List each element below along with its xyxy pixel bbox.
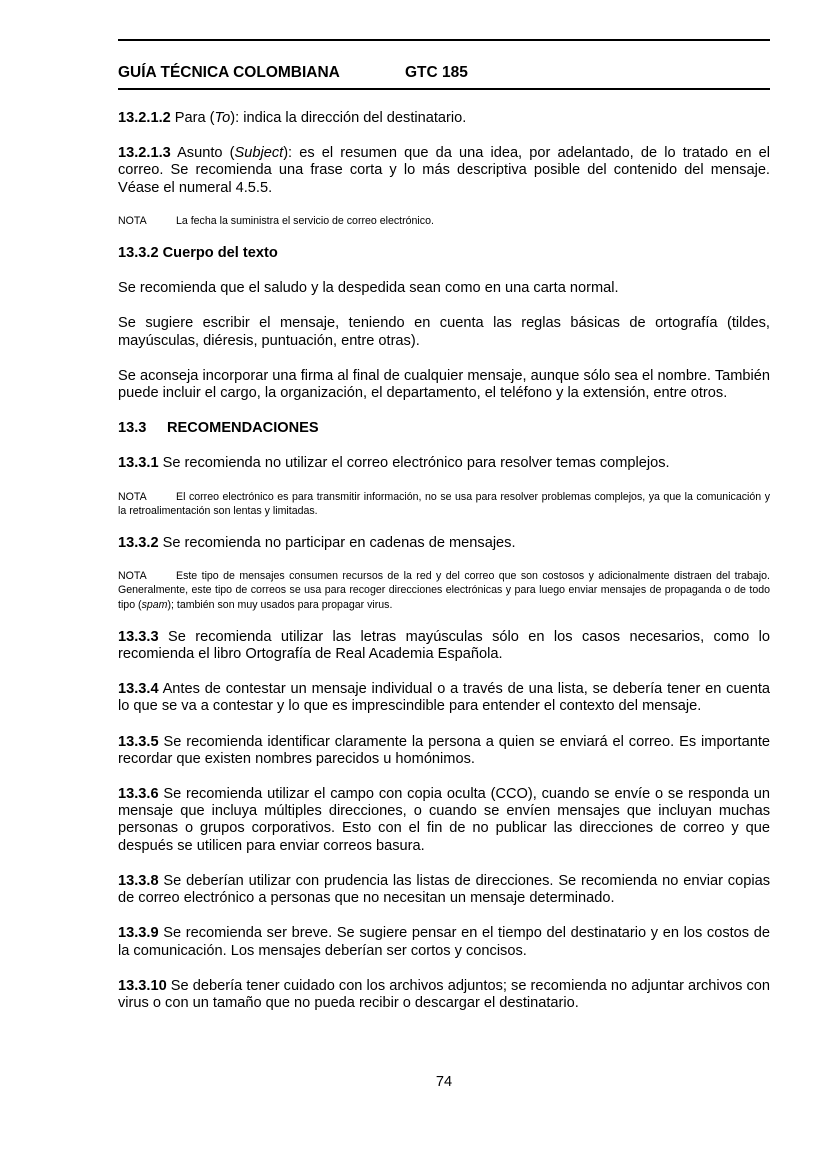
text: Se debería tener cuidado con los archivos adjuntos; se recomienda no adjuntar archivos con virus o con un tamaño que no pueda recibir o descargar el destinatario. <box>118 977 770 1011</box>
note-2 <box>118 490 770 518</box>
text: Se deberían utilizar con prudencia las listas de direcciones. Se recomienda no enviar copias de correo electrónico a personas que no necesitan un mensaje determinado. <box>118 872 770 907</box>
note-text: ); también son muy usados para propagar virus. <box>167 598 393 611</box>
paragraph-13-2-1-2 <box>118 110 770 127</box>
text: ): es el resumen que da una idea, por adelantado, de lo tratado en el correo. Se recomienda una frase corta y lo más descriptiva posible del contenido del mensaje. Véase el numeral 4.5.5. <box>118 145 770 196</box>
section-number: 13.3.10 <box>118 977 167 994</box>
paragraph-body-1: Se recomienda que el saludo y la despedida sean como en una carta normal. <box>118 280 619 297</box>
header-bottom-rule <box>118 88 770 90</box>
section-number: 13.3.2 <box>118 535 159 552</box>
text: ): indica la dirección del destinatario. <box>230 110 467 126</box>
note-text: El correo electrónico es para transmitir información, no se usa para resolver problemas complejos, ya que la comunicación y la retroalimentación son lentas y limitadas. <box>118 490 770 517</box>
section-number: 13.3.9 <box>118 925 159 942</box>
note-text: Este tipo de mensajes consumen recursos de la red y del correo que son costosos y adicionalmente distraen del trabajo. Generalmente, este tipo de correos se usa para recoger direcciones electrónicas y para luego enviar mensajes de propaganda o de todo tipo ( <box>118 570 770 611</box>
text: Se recomienda no utilizar el correo electrónico para resolver temas complejos. <box>158 455 670 472</box>
text: Se recomienda no participar en cadenas de mensajes. <box>158 535 516 552</box>
paragraph-13-3-4 <box>118 681 770 715</box>
paragraph-13-3-1 <box>118 455 770 472</box>
text: Se recomienda utilizar el campo con copia oculta (CCO), cuando se envíe o se responda un mensaje que incluya múltiples direcciones, o cuando se envíen mensajes que incluyan muchas personas o grupos corporativos. Esto con el fin de no publicar las direcciones de correo y que después se utilicen para enviar correos basura. <box>118 786 770 854</box>
italic-term: spam <box>141 598 168 611</box>
heading-number: 13.3.2 <box>118 245 159 262</box>
section-number: 13.3.5 <box>118 733 159 750</box>
paragraph-13-3-2 <box>118 535 770 552</box>
section-number: 13.3.8 <box>118 872 159 889</box>
paragraph-13-3-3 <box>118 629 770 663</box>
page-number: 74 <box>435 1074 453 1090</box>
note-text: La fecha la suministra el servicio de correo electrónico. <box>176 214 434 227</box>
note-label: NOTA <box>118 570 147 583</box>
section-number: 13.2.1.3 <box>118 145 171 162</box>
heading-title: RECOMENDACIONES <box>167 420 319 437</box>
heading-number: 13.3 <box>118 420 147 437</box>
heading-13-3 <box>118 420 770 437</box>
heading-title: Cuerpo del texto <box>158 245 278 262</box>
header-top-rule <box>118 39 770 41</box>
text: Antes de contestar un mensaje individual o a través de una lista, se debería tener en cuenta lo que se va a contestar y lo que es imprescindible para entender el contexto del mensaje. <box>118 681 770 715</box>
section-number: 13.3.1 <box>118 455 159 472</box>
note-3 <box>118 569 770 612</box>
paragraph-13-2-1-3 <box>118 145 770 197</box>
paragraph-13-3-6 <box>118 786 770 855</box>
text: Para ( <box>170 110 215 126</box>
running-header <box>118 64 468 84</box>
paragraph-13-3-5 <box>118 734 770 768</box>
body-text <box>118 110 770 1012</box>
paragraph-body-3: Se aconseja incorporar una firma al final de cualquier mensaje, aunque sólo sea el nombre. También puede incluir el cargo, la organización, el departamento, el teléfono y la extensión, entre otros. <box>118 367 770 402</box>
header-title: GUÍA TÉCNICA COLOMBIANA <box>118 64 340 81</box>
text: Se recomienda ser breve. Se sugiere pensar en el tiempo del destinatario y en los costos de la comunicación. Los mensajes deberían ser cortos y concisos. <box>118 925 770 959</box>
text: Se recomienda utilizar las letras mayúsculas sólo en los casos necesarios, como lo recomienda el libro Ortografía de Real Academia Española. <box>118 628 770 663</box>
note-1 <box>118 214 770 228</box>
section-number: 13.3.6 <box>118 786 159 803</box>
paragraph-body-2: Se sugiere escribir el mensaje, teniendo en cuenta las reglas básicas de ortografía (tildes, mayúsculas, diéresis, puntuación, entre otras). <box>118 315 770 349</box>
note-label: NOTA <box>118 214 147 227</box>
paragraph-13-3-8 <box>118 873 770 907</box>
text: Asunto ( <box>170 145 235 162</box>
section-number: 13.3.3 <box>118 628 159 645</box>
paragraph-13-3-9 <box>118 925 770 959</box>
italic-term: Subject <box>234 145 284 162</box>
section-number: 13.2.1.2 <box>118 110 171 126</box>
section-number: 13.3.4 <box>118 681 159 698</box>
note-label: NOTA <box>118 490 147 503</box>
italic-term: To <box>214 110 231 126</box>
paragraph-13-3-10 <box>118 978 770 1012</box>
text: Se recomienda identificar claramente la persona a quien se enviará el correo. Es importante recordar que existen nombres parecidos u homónimos. <box>118 733 770 767</box>
header-code: GTC 185 <box>405 64 468 81</box>
heading-13-3-2 <box>118 245 770 262</box>
